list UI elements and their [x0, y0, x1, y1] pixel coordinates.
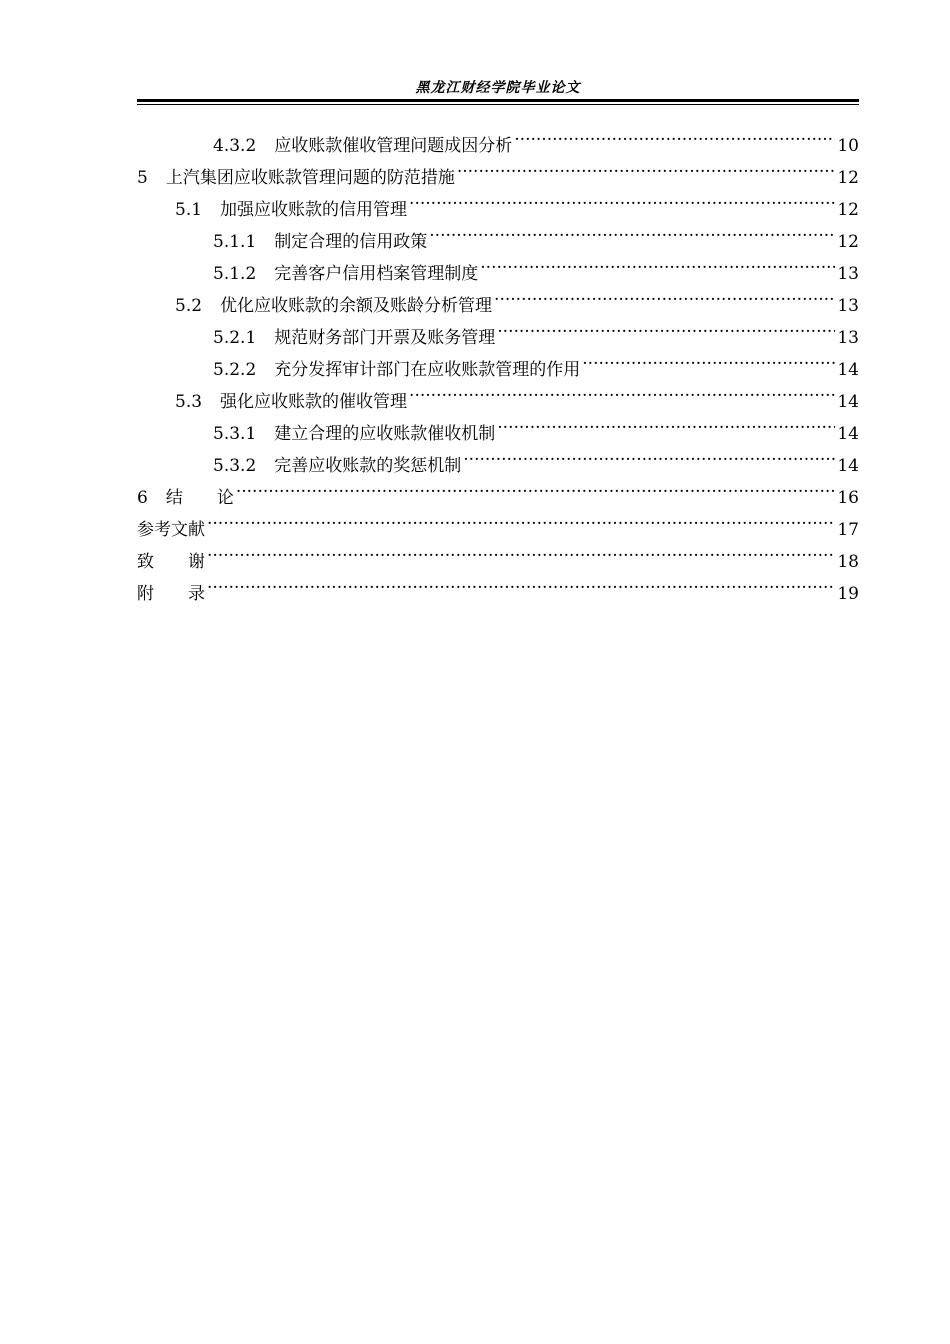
toc-leader-dots [429, 215, 835, 247]
toc-entry-title: 制定合理的信用政策 [274, 232, 428, 252]
toc-entry-title: 应收账款催收管理问题成因分析 [274, 136, 513, 156]
header-rule-thick [137, 99, 859, 102]
header-title: 黑龙江财经学院毕业论文 [415, 80, 581, 96]
toc-entry[interactable] [137, 567, 859, 604]
toc-entry-title: 上汽集团应收账款管理问题的防范措施 [165, 168, 455, 188]
toc-entry-title: 完善客户信用档案管理制度 [274, 264, 479, 284]
toc-leader-dots [207, 535, 835, 567]
toc-entry-number: 5.3.1 [213, 424, 257, 444]
toc-entry-title: 充分发挥审计部门在应收账款管理的作用 [274, 360, 581, 380]
toc-entry-number: 5 [137, 168, 148, 188]
toc-leader-dots [480, 247, 835, 279]
toc-entry-page: 14 [837, 392, 859, 412]
toc-entry-title: 完善应收账款的奖惩机制 [274, 456, 462, 476]
table-of-contents [137, 119, 859, 604]
toc-entry-number: 4.3.2 [213, 136, 257, 156]
toc-leader-dots [582, 343, 835, 375]
toc-entry-number: 6 [137, 488, 148, 508]
toc-entry-page: 14 [837, 424, 859, 444]
toc-entry-number: 5.1 [175, 200, 203, 220]
toc-entry[interactable] [137, 535, 859, 572]
toc-entry-title: 结 论 [165, 488, 234, 508]
toc-entry-page: 12 [837, 200, 859, 220]
toc-entry-page: 16 [837, 488, 859, 508]
toc-leader-dots [409, 375, 835, 407]
toc-entry-page: 19 [837, 584, 859, 604]
toc-leader-dots [409, 183, 835, 215]
toc-entry-page: 10 [837, 136, 859, 156]
toc-leader-dots [497, 407, 835, 439]
toc-entry-page: 14 [837, 456, 859, 476]
toc-entry-title: 加强应收账款的信用管理 [220, 200, 408, 220]
toc-leader-dots [463, 439, 835, 471]
toc-entry[interactable] [137, 119, 859, 156]
toc-entry-number: 5.2.1 [213, 328, 257, 348]
toc-leader-dots [236, 471, 836, 503]
toc-entry-page: 17 [837, 520, 859, 540]
toc-entry-title: 优化应收账款的余额及账龄分析管理 [220, 296, 493, 316]
toc-entry[interactable] [137, 503, 859, 540]
toc-entry-page: 18 [837, 552, 859, 572]
toc-entry-number: 5.2.2 [213, 360, 257, 380]
toc-entry-number: 5.3.2 [213, 456, 257, 476]
toc-entry-number: 5.1.1 [213, 232, 257, 252]
toc-entry-title: 致 谢 [137, 552, 205, 572]
toc-leader-dots [497, 311, 835, 343]
toc-entry-title: 附 录 [137, 584, 205, 604]
page-header [137, 78, 859, 104]
toc-entry[interactable] [137, 471, 859, 508]
toc-entry-title: 建立合理的应收账款催收机制 [274, 424, 496, 444]
toc-leader-dots [494, 279, 835, 311]
toc-entry-page: 13 [837, 264, 859, 284]
toc-leader-dots [514, 119, 835, 151]
toc-entry-page: 13 [837, 328, 859, 348]
toc-leader-dots [207, 503, 835, 535]
toc-entry-number: 5.3 [175, 392, 203, 412]
header-rule-thin [137, 104, 859, 105]
toc-entry-number: 5.1.2 [213, 264, 257, 284]
toc-entry-page: 12 [837, 168, 859, 188]
toc-entry-title: 强化应收账款的催收管理 [220, 392, 408, 412]
toc-entry-page: 12 [837, 232, 859, 252]
toc-leader-dots [457, 151, 836, 183]
toc-leader-dots [207, 567, 835, 599]
toc-entry-title: 参考文献 [137, 520, 205, 540]
toc-entry-title: 规范财务部门开票及账务管理 [274, 328, 496, 348]
toc-entry-number: 5.2 [175, 296, 203, 316]
toc-entry-page: 13 [837, 296, 859, 316]
toc-entry-page: 14 [837, 360, 859, 380]
